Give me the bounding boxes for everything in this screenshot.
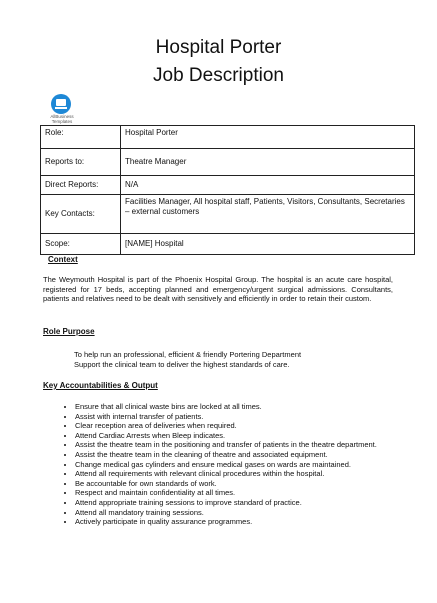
row-label: Reports to: xyxy=(41,149,121,176)
table-row xyxy=(41,195,415,234)
role-purpose-line: Support the clinical team to deliver the highest standards of care. xyxy=(74,360,290,369)
logo-text: AllBusiness Templates xyxy=(50,114,74,124)
context-paragraph: The Weymouth Hospital is part of the Phoenix Hospital Group. The hospital is an acute care hospital, registered for 17 beds, accepting planned and emergency/urgent surgical admissions. Consultants, patients and relatives need to be dealt with sensitively and efficiently in order to retain their custom. xyxy=(43,275,393,303)
allbusiness-templates-logo xyxy=(44,94,80,124)
context-heading: Context xyxy=(48,255,78,264)
row-label: Scope: xyxy=(41,234,121,255)
role-purpose-line: To help run an professional, efficient & friendly Portering Department xyxy=(74,350,302,359)
accountabilities-heading: Key Accountabilities & Output xyxy=(43,381,158,390)
document-title: Hospital Porter xyxy=(155,37,282,58)
table-row xyxy=(41,176,415,195)
row-label: Role: xyxy=(41,126,121,149)
list-item: • Attend Cardiac Arrests when Bleep indicates. xyxy=(75,431,410,441)
list-item: • Attend all requirements with relevant clinical procedures within the hospital. xyxy=(75,469,410,479)
document-subtitle: Job Description xyxy=(153,65,284,86)
list-item: • Clear reception area of deliveries when required. xyxy=(75,421,410,431)
list-item: • Change medical gas cylinders and ensure medical gases on wards are maintained. xyxy=(75,460,410,470)
list-item: • Assist the theatre team in the positioning and transfer of patients in the theatre department. xyxy=(75,440,410,450)
table-row xyxy=(41,234,415,255)
accountabilities-list xyxy=(58,402,410,527)
list-item: • Be accountable for own standards of work. xyxy=(75,479,410,489)
row-value: Theatre Manager xyxy=(121,149,415,176)
list-item: • Attend all mandatory training sessions. xyxy=(75,508,410,518)
table-row xyxy=(41,126,415,149)
list-item: • Assist the theatre team in the cleaning of theatre and associated equipment. xyxy=(75,450,410,460)
row-label: Key Contacts: xyxy=(41,195,121,234)
list-item: • Respect and maintain confidentiality at all times. xyxy=(75,488,410,498)
role-purpose-heading: Role Purpose xyxy=(43,327,95,336)
table-row xyxy=(41,149,415,176)
list-item: • Attend appropriate training sessions to improve standard of practice. xyxy=(75,498,410,508)
list-item: • Assist with internal transfer of patients. xyxy=(75,412,410,422)
row-value: Facilities Manager, All hospital staff, Patients, Visitors, Consultants, Secretaries – external customers xyxy=(121,195,415,234)
list-item: • Ensure that all clinical waste bins are locked at all times. xyxy=(75,402,410,412)
row-label: Direct Reports: xyxy=(41,176,121,195)
job-info-table xyxy=(40,125,415,255)
row-value: [NAME] Hospital xyxy=(121,234,415,255)
list-item: • Actively participate in quality assurance programmes. xyxy=(75,517,410,527)
row-value: Hospital Porter xyxy=(121,126,415,149)
row-value: N/A xyxy=(121,176,415,195)
computer-icon xyxy=(51,94,71,114)
